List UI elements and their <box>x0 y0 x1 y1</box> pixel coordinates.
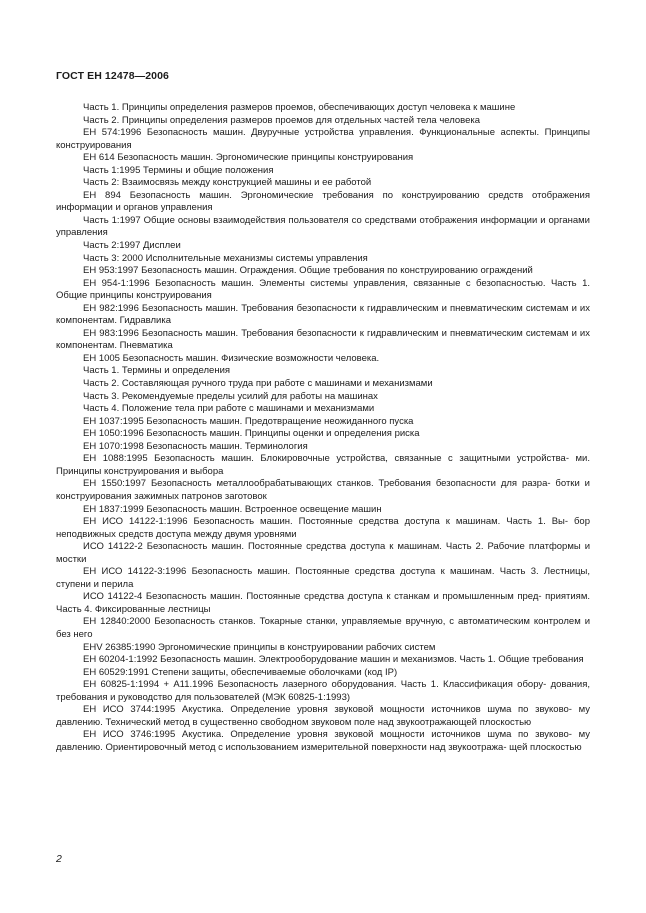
reference-entry: Часть 1:1997 Общие основы взаимодействия пользователя со средствами отображения информации и органами управления <box>56 214 590 239</box>
reference-entry: ЕН 1070:1998 Безопасность машин. Терминология <box>83 440 308 452</box>
reference-entry: ЕН 1050:1996 Безопасность машин. Принципы оценки и определения риска <box>83 428 420 440</box>
reference-entry: Часть 4. Положение тела при работе с машинами и механизмами <box>83 403 375 415</box>
reference-entry: Часть 3. Рекомендуемые пределы усилий для работы на машинах <box>83 390 378 402</box>
reference-entry: Часть 1:1995 Термины и общие положения <box>83 164 274 176</box>
reference-entry: Часть 1. Принципы определения размеров проемов, обеспечивающих доступ человека к машине <box>83 102 516 113</box>
reference-entry: Часть 2: Взаимосвязь между конструкцией машины и ее работой <box>83 177 372 189</box>
reference-entry: ЕН 1837:1999 Безопасность машин. Встроенное освещение машин <box>83 503 382 515</box>
reference-list <box>56 102 590 754</box>
reference-entry: ИСО 14122-2 Безопасность машин. Постоянные средства доступа к машинам. Часть 2. Рабочие платформы и мостки <box>56 541 590 565</box>
reference-entry: ЕН 12840:2000 Безопасность станков. Токарные станки, управляемые вручную, с автоматическим контролем и без него <box>56 616 590 640</box>
reference-entry: ЕН ИСО 3744:1995 Акустика. Определение уровня звуковой мощности источников шума по звуково- му давлению. Технический метод в существенно свободном звуковом поле над звукоотражающей плоскостью <box>56 704 590 728</box>
reference-entry: ЕН 983:1996 Безопасность машин. Требования безопасности к гидравлическим и пневматическим системам и их компонентам. Пневматика <box>56 327 590 352</box>
reference-entry: ИСО 14122-4 Безопасность машин. Постоянные средства доступа к станкам и промышленным пред- приятиям. Часть 4. Фиксированные лестницы <box>56 591 590 615</box>
reference-entry: Часть 1. Термины и определения <box>83 365 231 377</box>
reference-entry: ЕН 614 Безопасность машин. Эргономические принципы конструирования <box>83 152 414 164</box>
reference-entry: ЕН ИСО 3746:1995 Акустика. Определение уровня звуковой мощности источников шума по звуково- му давлению. Ориентировочный метод с использованием измерительной поверхности над звукоотража- щей плоскостью <box>56 729 590 753</box>
reference-entry: ЕН 60204-1:1992 Безопасность машин. Электрооборудование машин и механизмов. Часть 1. Общие требования <box>83 654 584 666</box>
document-header: ГОСТ ЕН 12478—2006 <box>56 70 169 82</box>
reference-entry: Часть 2. Принципы определения размеров проемов для отдельных частей тела человека <box>83 114 481 126</box>
reference-entry: Часть 2:1997 Дисплеи <box>83 240 181 252</box>
reference-entry: ЕН 1037:1995 Безопасность машин. Предотвращение неожиданного пуска <box>83 415 414 427</box>
reference-entry: ЕН 60529:1991 Степени защиты, обеспечиваемые оболочками (код IP) <box>83 666 398 678</box>
reference-entry: ЕН 953:1997 Безопасность машин. Ограждения. Общие требования по конструированию ограждений <box>83 265 533 277</box>
reference-entry: ЕН 1088:1995 Безопасность машин. Блокировочные устройства, связанные с защитными устройства- ми. Принципы конструирования и выбора <box>56 453 590 477</box>
reference-entry: ЕН 60825-1:1994 + А11.1996 Безопасность лазерного оборудования. Часть 1. Классификация обору- дования, требования и руководство для пользователей (МЭК 60825-1:1993) <box>56 679 590 703</box>
reference-entry: Часть 2. Составляющая ручного труда при работе с машинами и механизмами <box>83 378 433 390</box>
reference-entry: Часть 3: 2000 Исполнительные механизмы системы управления <box>83 252 368 264</box>
reference-entry: ЕН ИСО 14122-3:1996 Безопасность машин. Постоянные средства доступа к машинам. Часть 3. Лестницы, ступени и перила <box>56 566 590 590</box>
reference-entry: ЕНV 26385:1990 Эргономические принципы в конструировании рабочих систем <box>83 641 436 653</box>
reference-entry: ЕН 954-1:1996 Безопасность машин. Элементы системы управления, связанные с безопасностью. Часть 1. Общие принципы конструирования <box>56 277 590 302</box>
page-number: 2 <box>56 853 62 865</box>
reference-entry: ЕН ИСО 14122-1:1996 Безопасность машин. Постоянные средства доступа к машинам. Часть 1. Вы- бор неподвижных средств доступа между двумя уровнями <box>56 516 590 540</box>
reference-entry: ЕН 1550:1997 Безопасность металлообрабатывающих станков. Требования безопасности для разра- ботки и конструирования зажимных патронов заготовок <box>56 478 590 502</box>
reference-entry: ЕН 574:1996 Безопасность машин. Двуручные устройства управления. Функциональные аспекты. Принципы конструирования <box>56 127 590 151</box>
reference-entry: ЕН 1005 Безопасность машин. Физические возможности человека. <box>83 352 380 364</box>
reference-entry: ЕН 894 Безопасность машин. Эргономические требования по конструированию средств отображения информации и органов управления <box>56 189 590 214</box>
reference-entry: ЕН 982:1996 Безопасность машин. Требования безопасности к гидравлическим и пневматическим системам и их компонентам. Гидравлика <box>56 302 590 327</box>
